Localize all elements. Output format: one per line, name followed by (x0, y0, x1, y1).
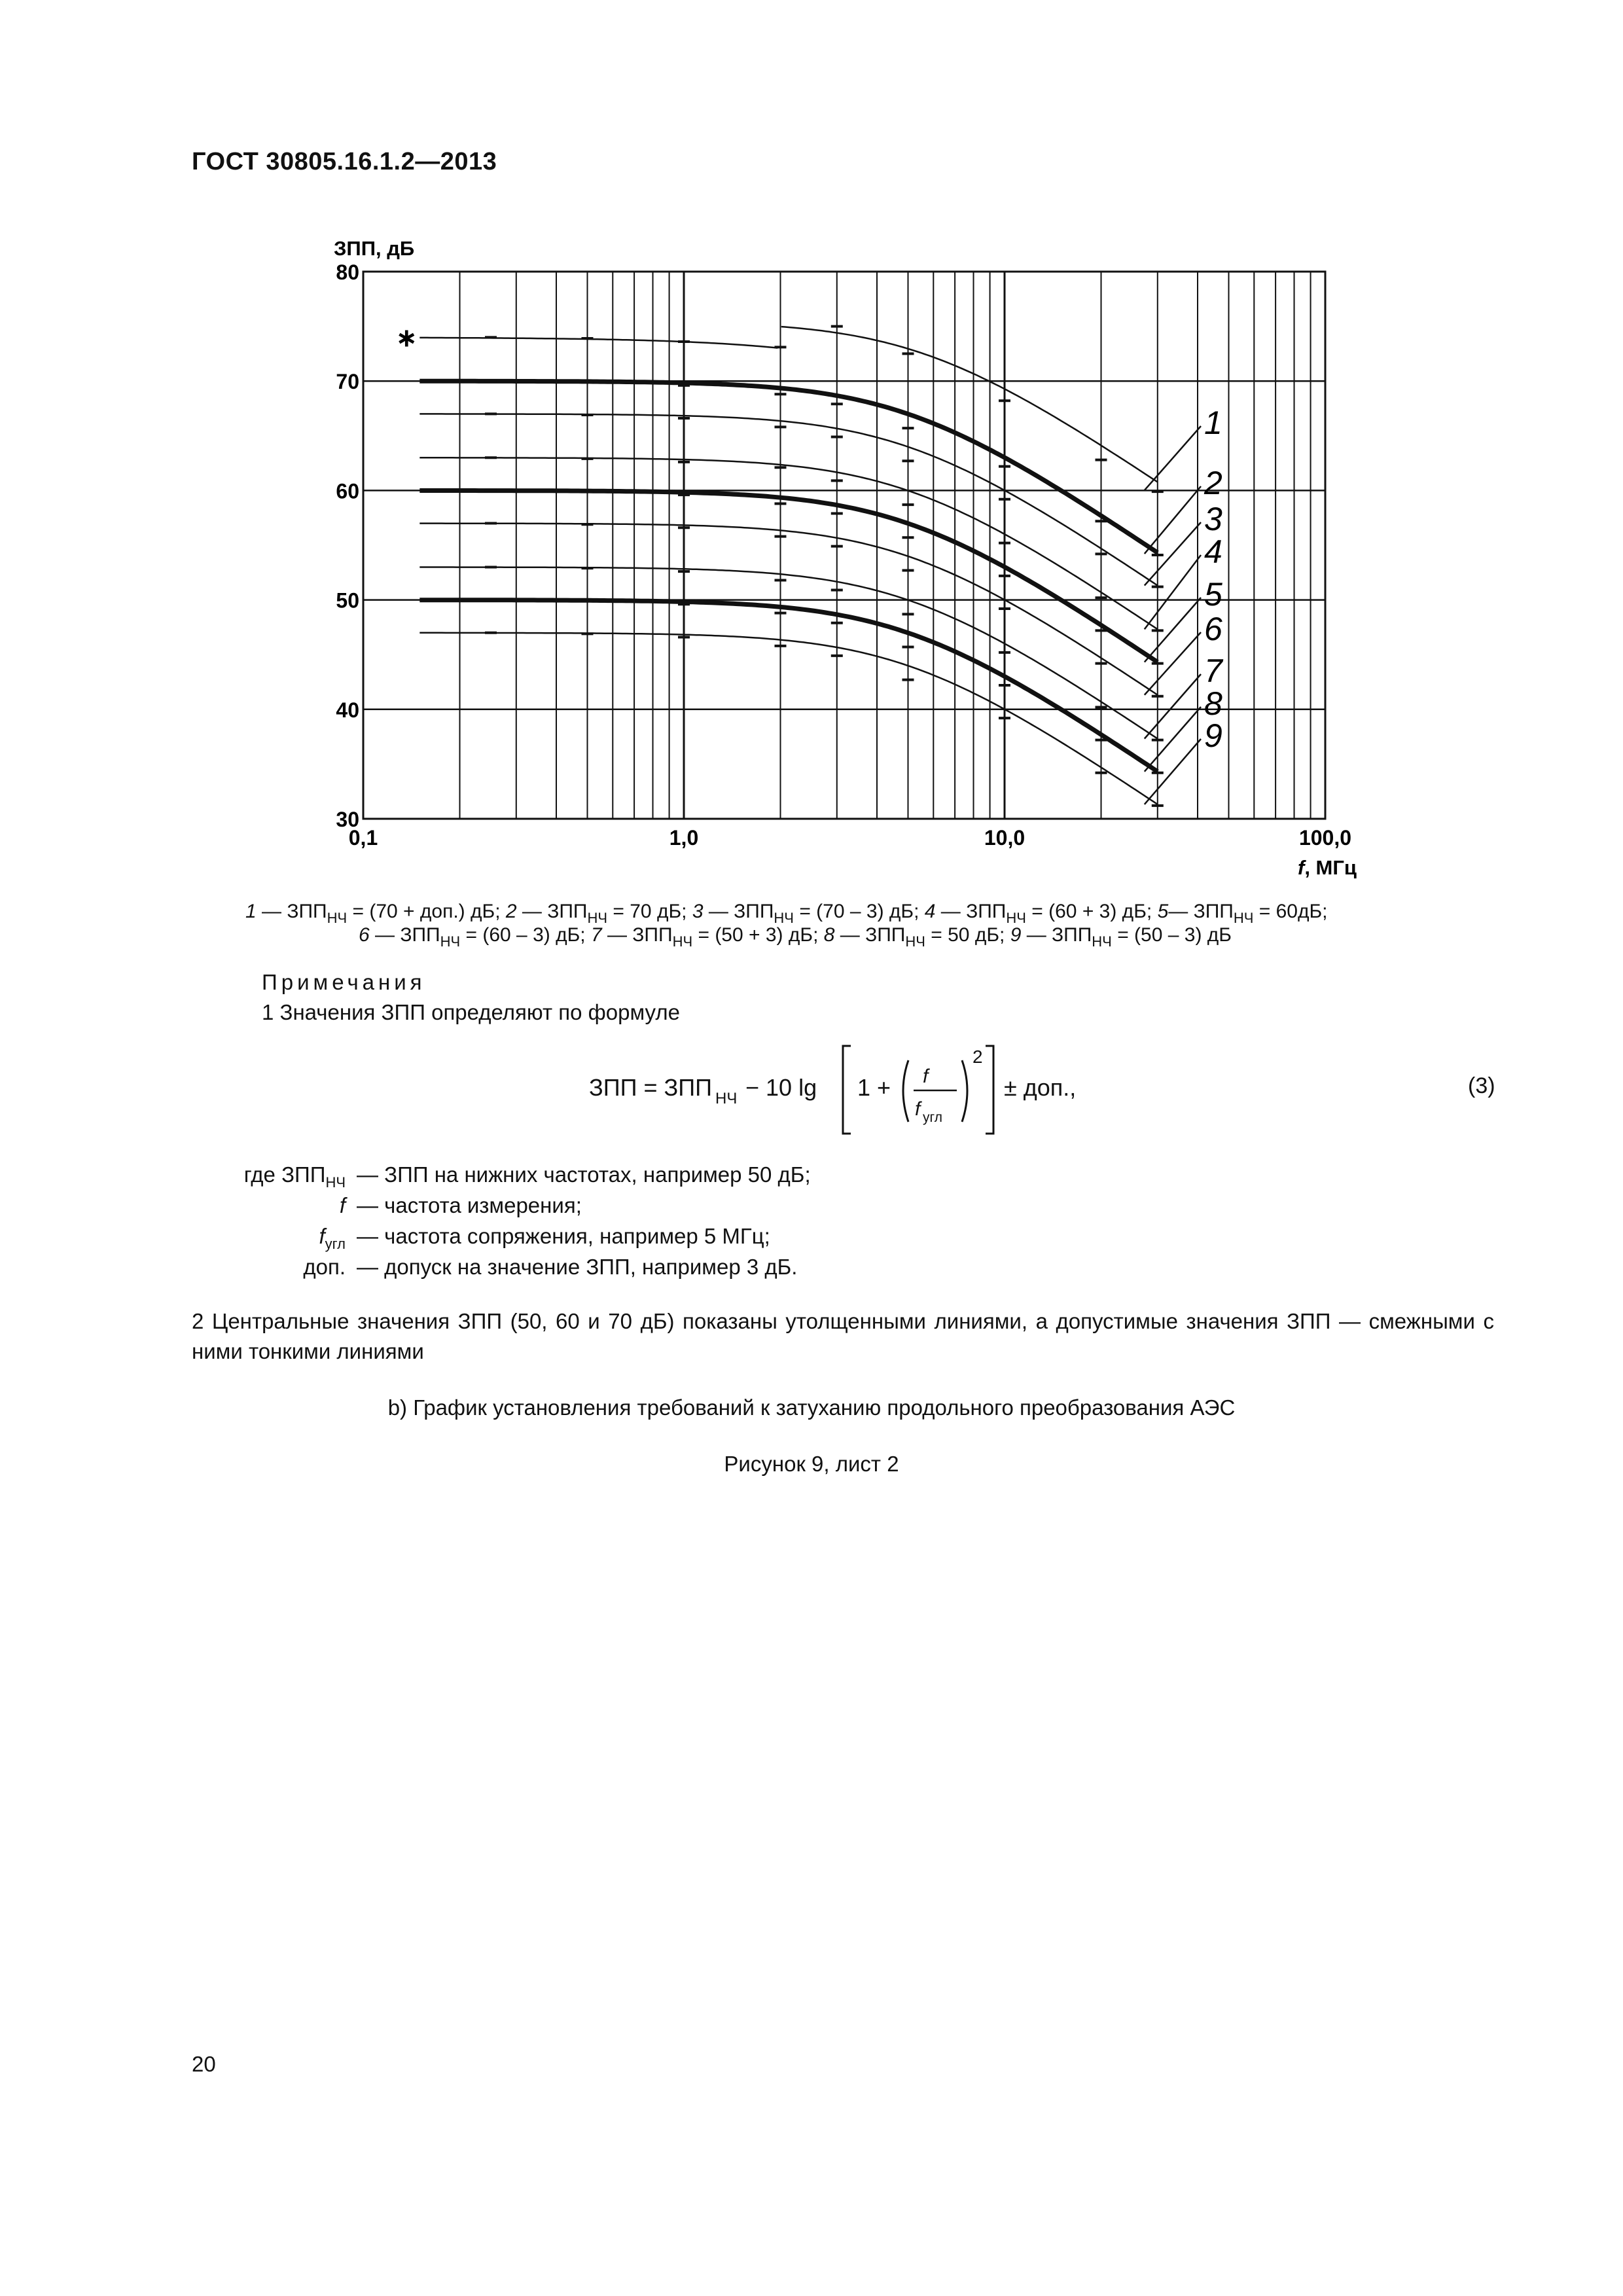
formula-minus-term: − 10 lg (745, 1074, 817, 1101)
chart-curves (419, 327, 1163, 806)
chart-legend-line-1 (245, 901, 1328, 927)
legend-text: — ЗПП (601, 924, 673, 946)
note-1: 1 Значения ЗПП определяют по формуле (262, 1000, 680, 1024)
definition-text: — частота сопряжения, например 5 МГц; (357, 1224, 770, 1248)
legend-text: — ЗПП (935, 901, 1007, 922)
legend-value: = (70 + доп.) дБ; (347, 901, 506, 922)
legend-number: 1 (245, 901, 257, 922)
series-7-leader (1145, 674, 1201, 739)
series-8-label: 8 (1204, 685, 1222, 722)
figure-label: Рисунок 9, лист 2 (724, 1452, 899, 1476)
series-6-label: 6 (1204, 611, 1222, 647)
formula-tail: ± доп., (1004, 1074, 1077, 1101)
chart-legend-line-2 (359, 924, 1232, 950)
formula-exponent: 2 (972, 1047, 983, 1067)
y-axis-label: ЗПП, дБ (334, 237, 415, 260)
y-tick-label: 50 (336, 588, 359, 613)
y-tick-label: 80 (336, 260, 359, 284)
series-2-label: 2 (1204, 465, 1222, 501)
y-tick-label: 60 (336, 479, 359, 503)
legend-subscript: НЧ (1233, 910, 1254, 926)
figure-caption: b) График установления требований к затуханию продольного преобразования АЭС (387, 1395, 1236, 1420)
attenuation-chart (0, 0, 1623, 903)
series-1-leader (1145, 426, 1201, 490)
series-3-label: 3 (1204, 501, 1222, 537)
definition-term: f (339, 1193, 346, 1217)
series-1-marker: ∗ (395, 323, 418, 353)
x-tick-label: 0,1 (348, 826, 378, 850)
legend-number: 2 (505, 901, 517, 922)
definition-text: — допуск на значение ЗПП, например 3 дБ. (357, 1255, 798, 1279)
legend-value: = (60 – 3) дБ; (460, 924, 591, 946)
notes-heading: Примечания (262, 970, 426, 994)
legend-value: = 60дБ; (1253, 901, 1328, 922)
legend-value: = (60 + 3) дБ; (1026, 901, 1158, 922)
legend-text: — ЗПП (516, 901, 588, 922)
definition-term: где $ЗПП_{НЧ}$ (243, 1162, 346, 1191)
legend-subscript: НЧ (1092, 933, 1112, 950)
legend-subscript: НЧ (440, 933, 461, 950)
legend-value: = (50 – 3) дБ (1111, 924, 1232, 946)
definition-term: $f_{угл}$ (319, 1224, 346, 1252)
legend-subscript: НЧ (905, 933, 925, 950)
series-9-label: 9 (1204, 717, 1222, 754)
formula-number: (3) (1468, 1073, 1495, 1098)
x-tick-label: 10,0 (984, 826, 1026, 850)
x-tick-label: 1,0 (669, 826, 699, 850)
legend-number: 8 (823, 924, 835, 946)
legend-number: 6 (359, 924, 370, 946)
chart-tick-labels (336, 260, 1351, 850)
legend-value: = (70 – 3) дБ; (793, 901, 925, 922)
legend-number: 9 (1010, 924, 1022, 946)
definition-text: — частота измерения; (357, 1193, 582, 1217)
legend-text: — ЗПП (1168, 901, 1234, 922)
y-tick-label: 70 (336, 370, 359, 394)
series-8-line (419, 600, 1158, 772)
series-5-line (419, 491, 1158, 662)
x-axis-label: f, МГц (1297, 856, 1357, 879)
legend-subscript: НЧ (587, 910, 608, 926)
legend-value: = 50 дБ; (925, 924, 1010, 946)
series-4-leader (1145, 555, 1201, 629)
series-2-line (419, 381, 1158, 552)
legend-text: — ЗПП (256, 901, 327, 922)
legend-text: — ЗПП (1021, 924, 1092, 946)
legend-subscript: НЧ (1006, 910, 1026, 926)
legend-text: — ЗПП (369, 924, 440, 946)
definition-term: доп. (303, 1255, 346, 1279)
legend-subscript: НЧ (327, 910, 348, 926)
series-1-line (419, 338, 777, 348)
legend-number: 3 (692, 901, 704, 922)
legend-text: — ЗПП (703, 901, 774, 922)
series-9-line (419, 633, 1158, 804)
series-4-label: 4 (1204, 533, 1222, 570)
legend-number: 5 (1157, 901, 1169, 922)
note-2: 2 Центральные значения ЗПП (50, 60 и 70 дБ) показаны утолщенными линиями, а допустимые значения ЗПП — смежными с ними тонкими линиями (192, 1309, 1494, 1363)
y-tick-label: 40 (336, 698, 359, 722)
legend-subscript: НЧ (672, 933, 693, 950)
series-1-label: 1 (1204, 404, 1222, 441)
legend-value: = 70 дБ; (607, 901, 692, 922)
legend-number: 7 (590, 924, 602, 946)
x-tick-label: 100,0 (1298, 826, 1352, 850)
formula-lhs: ЗПП = ЗПП (589, 1074, 713, 1101)
formula-one-plus: 1 + (857, 1074, 891, 1101)
legend-number: 4 (924, 901, 936, 922)
legend-text: — ЗПП (834, 924, 906, 946)
formula-numerator: f (923, 1066, 929, 1087)
definition-text: — ЗПП на нижних частотах, например 50 дБ; (357, 1162, 811, 1187)
page-number: 20 (192, 2052, 216, 2076)
formula-lhs-sub: НЧ (715, 1090, 738, 1107)
series-5-label: 5 (1204, 576, 1222, 613)
series-7-label: 7 (1204, 653, 1222, 689)
legend-value: = (50 + 3) дБ; (692, 924, 824, 946)
formula-denominator: f (915, 1098, 921, 1120)
document-header: ГОСТ 30805.16.1.2—2013 (192, 148, 497, 175)
formula-denominator-sub: угл (923, 1110, 942, 1125)
series-2-leader (1145, 486, 1201, 554)
legend-subscript: НЧ (774, 910, 794, 926)
y-tick-label: 30 (336, 808, 359, 831)
formula-3 (576, 1034, 1152, 1145)
